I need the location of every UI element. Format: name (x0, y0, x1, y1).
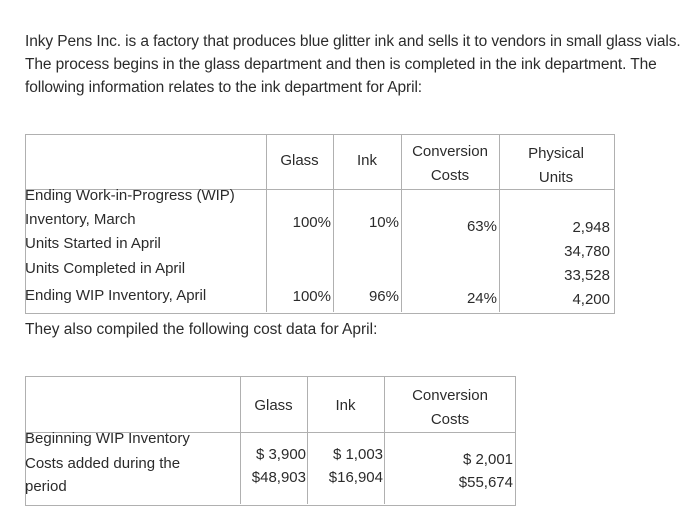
cell-physical: 4,200 (572, 291, 610, 308)
row-label: Units Completed in April (25, 260, 186, 277)
cell-physical: 33,528 (564, 267, 610, 284)
cell-ink: $16,904 (328, 469, 383, 486)
cell-conversion: $55,674 (458, 474, 513, 491)
cell-conversion: 63% (466, 218, 497, 235)
header-physical-units: Units (538, 169, 574, 186)
row-label: period (25, 478, 67, 495)
cell-ink: $ 1,003 (332, 446, 383, 463)
header-conversion-costs: Costs (430, 167, 470, 184)
row-label: Beginning WIP Inventory (25, 430, 190, 447)
cell-conversion: 24% (466, 290, 497, 307)
header-conversion-costs: Costs (430, 411, 470, 428)
cell-ink: 96% (368, 288, 399, 305)
header-glass: Glass (254, 397, 293, 414)
cell-glass: 100% (292, 214, 331, 231)
cell-glass: $ 3,900 (255, 446, 306, 463)
cost-data-caption: They also compiled the following cost data for April: (25, 321, 378, 338)
row-label: Ending Work-in-Progress (WIP) (25, 187, 235, 204)
header-ink: Ink (356, 152, 377, 169)
header-glass: Glass (280, 152, 319, 169)
row-label: Costs added during the (25, 455, 181, 472)
header-physical: Physical (528, 145, 584, 162)
intro-paragraph: Inky Pens Inc. is a factory that produces blue glitter ink and sells it to vendors in small glass vials. The process begins in the glass department and then is completed in the ink department. The following information relates to the ink department for April: (25, 33, 681, 96)
cell-glass: 100% (292, 288, 331, 305)
header-ink: Ink (335, 397, 356, 414)
row-label: Inventory, March (25, 211, 136, 228)
cell-physical: 34,780 (564, 243, 610, 260)
cell-physical: 2,948 (572, 219, 610, 236)
row-label: Units Started in April (25, 235, 161, 252)
header-conversion: Conversion (412, 387, 488, 404)
cell-ink: 10% (368, 214, 399, 231)
cell-conversion: $ 2,001 (462, 451, 513, 468)
header-conversion: Conversion (412, 143, 488, 160)
cell-glass: $48,903 (251, 469, 306, 486)
row-label: Ending WIP Inventory, April (25, 287, 207, 304)
